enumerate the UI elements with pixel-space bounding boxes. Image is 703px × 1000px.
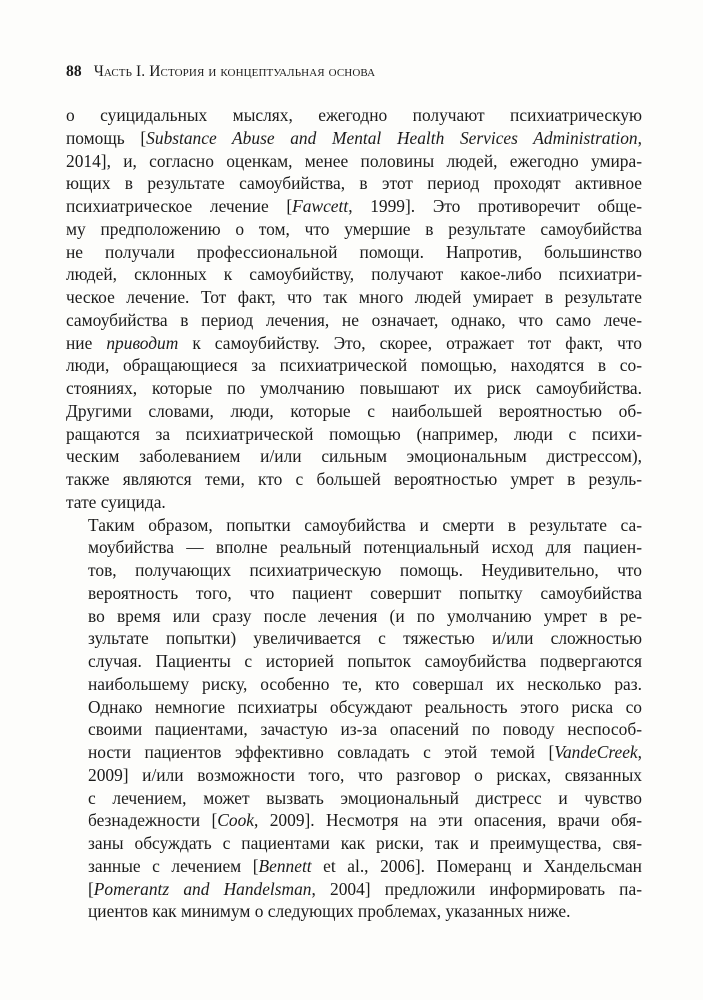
italic-span: Fawcett [292,196,349,216]
text-span: Другими словами, люди, которые с наибольшей вероятностью об- [66,400,642,421]
italic-span: VandeCreek [554,742,638,762]
text-line [66,878,642,901]
text-span: Однако немногие психиатры обсуждают реальность этого риска со [88,696,642,717]
text-span: циентов как минимум о следующих проблемах, указанных ниже. [88,901,571,922]
text-line [66,787,642,810]
text-span: ческим заболеванием и/или сильным эмоциональным дистрессом), [66,446,642,467]
text-line [66,172,642,195]
text-span: с лечением, может вызвать эмоциональный дистресс и чувство [88,787,642,808]
text-line [66,150,642,173]
text-line [66,673,642,696]
text-line [66,741,642,764]
text-line [66,514,642,537]
text-span: , [637,127,642,148]
text-span: зультате попытки) увеличивается с тяжестью и/или сложностью [88,628,642,649]
running-head [66,62,642,82]
text-line [66,286,642,309]
text-span: , 1999]. Это противоречит обще- [348,196,642,216]
text-span: не получали профессиональной помощи. Напротив, большинство [66,241,642,262]
text-span: , 2009]. Несмотря на эти опасения, врачи обя- [254,810,643,831]
text-line [66,127,642,150]
text-span: вероятность того, что пациент совершит попытку самоубийства [88,582,642,603]
text-line [66,423,642,446]
text-line [66,218,642,241]
text-span: своими пациентами, зачастую из-за опасений по поводу неспособ- [88,719,642,740]
text-line [66,468,642,491]
text-line [66,491,642,514]
text-span: ращаются за психиатрической помощью (например, люди с психи- [66,423,642,444]
text-line [66,718,642,741]
text-span: самоубийства в период лечения, не означает, однако, что само лече- [66,309,642,330]
text-line [66,536,642,559]
text-line [66,195,642,218]
text-span: психиатрическое лечение [ [66,196,293,216]
text-line [66,377,642,400]
italic-span: приводит [106,332,179,353]
text-line [66,605,642,628]
text-line [66,900,642,923]
italic-span: Bennett [258,855,312,876]
paragraph [66,104,642,514]
text-span: наибольшему риску, особенно те, кто совершал их несколько раз. [88,673,642,694]
text-span: 2014], и, согласно оценкам, менее половины людей, ежегодно умира- [66,150,642,171]
text-span: Таким образом, попытки самоубийства и смерти в результате са- [88,514,642,535]
text-span: случая. Пациенты с историей попыток самоубийства подвергаются [88,651,642,671]
italic-span: Pomerantz and Handelsman [93,878,312,899]
italic-span: Cook [217,810,254,831]
page-number: 88 [66,63,82,80]
text-span: , [637,742,642,762]
text-line [66,650,642,673]
text-line [66,263,642,286]
running-head-title: Часть I. История и концептуальная основа [93,63,376,80]
text-line [66,627,642,650]
text-span: ние [66,332,107,353]
text-line [66,855,642,878]
text-span: во время или сразу после лечения (и по умолчанию умрет в ре- [88,605,642,626]
body-text [66,104,642,923]
text-span: люди, обращающиеся за психиатрической помощью, находятся в со- [66,355,642,376]
text-span: также являются теми, кто с большей вероятностью умрет в резуль- [66,469,642,489]
text-line [66,400,642,423]
text-span: 2009] и/или возможности того, что разговор о рисках, связанных [88,764,642,785]
text-line [66,445,642,468]
paragraph [66,514,642,924]
text-span: безнадежности [ [88,810,218,831]
text-span: ющих в результате самоубийства, в этот период проходят активное [66,173,642,194]
text-line [66,809,642,832]
text-line [66,309,642,332]
text-span: et al., 2006]. Померанц и Хандельсман [311,855,642,876]
text-line [66,241,642,264]
text-line [66,332,642,355]
text-span: занные с лечением [ [88,855,259,876]
text-span: ности пациентов эффективно совладать с этой темой [ [88,742,555,762]
text-span: ческое лечение. Тот факт, что так много людей умирает в результате [66,287,642,307]
text-span: о суицидальных мыслях, ежегодно получают психиатрическую [66,105,642,125]
text-line [66,104,642,127]
text-span: людей, склонных к самоубийству, получают какое-либо психиатри- [66,264,642,285]
text-line [66,696,642,719]
text-span: [ [88,878,94,899]
text-span: помощь [ [66,127,147,148]
text-span: му предположению о том, что умершие в результате самоубийства [66,218,642,239]
text-span: тов, получающих психиатрическую помощь. Неудивительно, что [88,560,642,580]
text-line [66,559,642,582]
text-line [66,354,642,377]
text-span: стояниях, которые по умолчанию повышают их риск самоубийства. [66,378,642,398]
text-span: , 2004] предложили информировать па- [311,878,642,899]
book-page [66,62,642,923]
italic-span: Substance Abuse and Mental Health Services Administration [146,127,638,148]
text-span: моубийства — вполне реальный потенциальный исход для пациен- [88,537,642,558]
text-line [66,832,642,855]
text-line [66,764,642,787]
text-span: тате суицида. [66,491,166,512]
text-span: заны обсуждать с пациентами как риски, так и преимущества, свя- [88,833,642,853]
text-span: к самоубийству. Это, скорее, отражает тот факт, что [178,332,642,353]
text-line [66,582,642,605]
